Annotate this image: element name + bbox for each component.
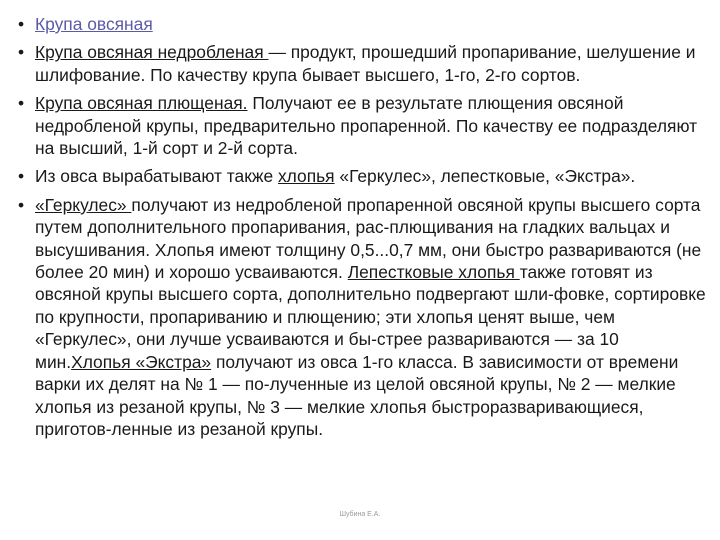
term-petal-flakes: Лепестковые хлопья — [347, 262, 520, 283]
bullet-dot-icon: • — [18, 93, 25, 114]
text-hercules: получают из недробленой пропаренной овсяной крупы высшего сорта путем дополнительного пропаривания, рас-плющивания на гладких вальцах и высушивания. Хлопья имеют толщину 0,5...0,7 мм, они быстро развариваются (не более 20 мин) и хорошо усваиваются. — [35, 194, 702, 283]
bullet-dot-icon: • — [18, 14, 25, 34]
bullet-item-hercules — [18, 194, 708, 440]
text-flattened-groats: Получают ее в результате плющения овсяной недробленой крупы, предварительно пропаренной. По качеству ее подразделяют на высший, 1-й сорт и 2-й сорта. — [35, 93, 698, 159]
text-flakes-before: Из овса вырабатывают также — [35, 166, 278, 187]
term-flakes: хлопья — [277, 166, 335, 187]
bullet-item-oat-groats — [18, 13, 708, 35]
bullet-item-flakes — [18, 165, 708, 187]
bullet-item-whole-groats — [18, 41, 708, 86]
bullet-dot-icon: • — [18, 166, 25, 187]
bullet-list — [18, 13, 708, 446]
text-petal-flakes: также готовят из овсяной крупы высшего сорта, дополнительно подвергают шли-фовке, сортировке по крупности, пропариванию и плющению; эти хлопья ценят выше, чем «Геркулес», они лучше усваиваются и бы-стрее развариваются — за 10 мин. — [35, 262, 706, 372]
bullet-dot-icon: • — [18, 42, 25, 63]
text-extra-flakes: получают из овса 1-го класса. В зависимости от времени варки их делят на № 1 — по-лученные из целой овсяной крупы, № 2 — мелкие хлопья из резаной крупы, № 3 — мелкие хлопья быстроразваривающиеся, приготов-ленные из резаной крупы. — [35, 351, 679, 439]
text-whole-groats: — продукт, прошедший пропаривание, шелушение и шлифование. По качеству крупа бывает высшего, 1-го, 2-го сортов. — [35, 42, 696, 85]
term-whole-groats: Крупа овсяная недробленая — [35, 42, 269, 63]
term-hercules: «Геркулес» — [35, 194, 132, 215]
term-extra-flakes: Хлопья «Экстра» — [71, 351, 212, 372]
footer-author: Шубина Е.А. — [339, 511, 381, 518]
bullet-item-flattened-groats — [18, 92, 708, 159]
heading-link-oat-groats[interactable]: Крупа овсяная — [35, 14, 153, 34]
term-flattened-groats: Крупа овсяная плющеная. — [35, 93, 248, 114]
bullet-dot-icon: • — [18, 194, 25, 215]
text-flakes-after: «Геркулес», лепестковые, «Экстра». — [334, 166, 636, 187]
